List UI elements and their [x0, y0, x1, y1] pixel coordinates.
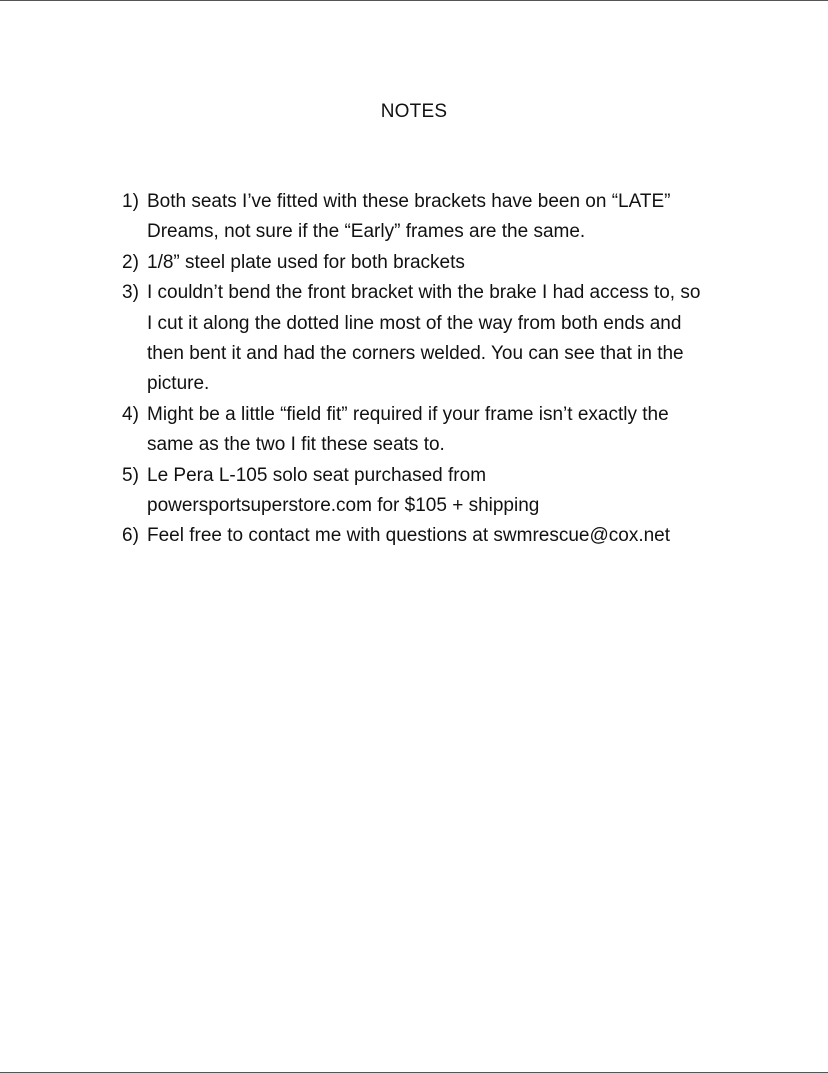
note-item-1 [122, 187, 742, 248]
note-number: 4) [122, 403, 139, 425]
note-number: 6) [122, 525, 139, 547]
note-text [147, 461, 742, 522]
note-line: Might be a little “field fit” required if your frame isn’t exactly the [147, 403, 669, 425]
note-number: 2) [122, 251, 139, 273]
note-number: 5) [122, 464, 139, 486]
note-text [147, 278, 742, 400]
note-text [147, 521, 742, 551]
page-title: NOTES [380, 101, 448, 122]
note-line: same as the two I fit these seats to. [147, 434, 445, 456]
note-line: then bent it and had the corners welded. You can see that in the [147, 343, 684, 365]
note-line: I cut it along the dotted line most of the way from both ends and [147, 312, 682, 334]
note-line: Le Pera L-105 solo seat purchased from [147, 464, 487, 486]
note-text [147, 400, 742, 461]
note-line: I couldn’t bend the front bracket with the brake I had access to, so [147, 282, 701, 304]
note-text [147, 248, 742, 278]
note-item-6 [122, 521, 742, 551]
note-line: 1/8” steel plate used for both brackets [147, 251, 465, 273]
note-line: Dreams, not sure if the “Early” frames are the same. [147, 221, 586, 243]
note-item-2 [122, 248, 742, 278]
note-number: 1) [122, 191, 139, 212]
note-item-5 [122, 461, 742, 522]
note-item-3 [122, 278, 742, 400]
note-number: 3) [122, 282, 139, 304]
note-line: Feel free to contact me with questions at swmrescue@cox.net [147, 525, 671, 547]
notes-list [122, 187, 742, 552]
note-text [147, 187, 742, 248]
note-item-4 [122, 400, 742, 461]
note-line: picture. [147, 373, 210, 395]
note-line: Both seats I’ve fitted with these brackets have been on “LATE” [147, 191, 671, 212]
note-line: powersportsuperstore.com for $105 + shipping [147, 495, 540, 517]
